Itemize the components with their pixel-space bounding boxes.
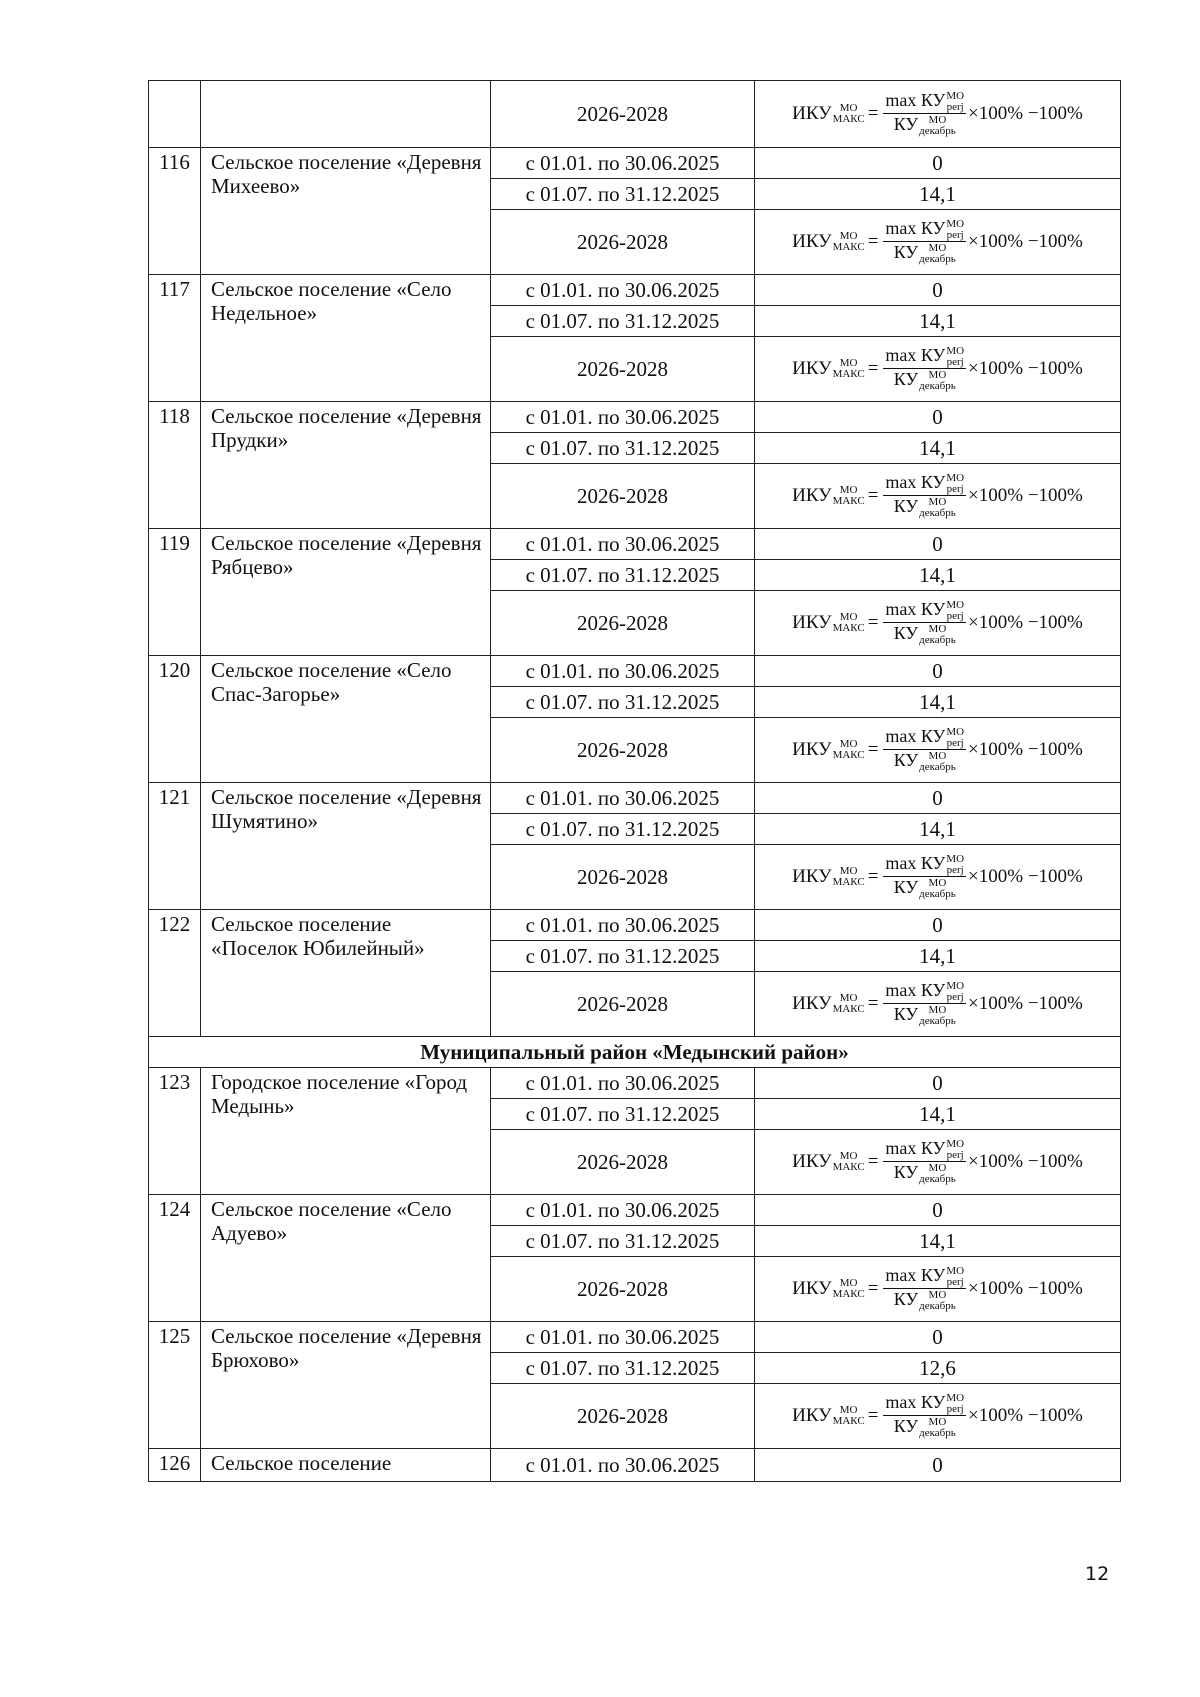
row-number-cell: 124 — [149, 1195, 201, 1322]
value-cell — [755, 464, 1121, 529]
settlement-name-cell: Сельское поселение «Деревня Брюхово» — [201, 1322, 491, 1449]
value-cell — [755, 972, 1121, 1037]
value-cell: 0 — [755, 529, 1121, 560]
formula: ИКУ МО МАКС = max КУ МО perj КУ МО декабрь ×100% −100% — [792, 980, 1083, 1027]
period-cell: с 01.01. по 30.06.2025 — [491, 656, 755, 687]
period-cell: с 01.07. по 31.12.2025 — [491, 433, 755, 464]
period-cell: с 01.01. по 30.06.2025 — [491, 1195, 755, 1226]
period-cell: с 01.07. по 31.12.2025 — [491, 1099, 755, 1130]
settlement-name-cell: Сельское поселение — [201, 1449, 491, 1482]
period-cell: с 01.07. по 31.12.2025 — [491, 179, 755, 210]
value-cell — [755, 718, 1121, 783]
table-row — [149, 1195, 1121, 1226]
value-cell: 0 — [755, 275, 1121, 306]
formula: ИКУ МО МАКС = max КУ МО perj КУ МО декабрь ×100% −100% — [792, 1138, 1083, 1185]
period-cell: с 01.07. по 31.12.2025 — [491, 1353, 755, 1384]
value-cell: 14,1 — [755, 941, 1121, 972]
table-row — [149, 1449, 1121, 1482]
period-cell: 2026-2028 — [491, 845, 755, 910]
period-cell: с 01.01. по 30.06.2025 — [491, 275, 755, 306]
value-cell — [755, 81, 1121, 148]
period-cell: 2026-2028 — [491, 1257, 755, 1322]
period-cell: 2026-2028 — [491, 718, 755, 783]
row-number-cell: 118 — [149, 402, 201, 529]
period-cell: 2026-2028 — [491, 591, 755, 656]
value-cell: 0 — [755, 1195, 1121, 1226]
table-row — [149, 783, 1121, 814]
value-cell: 14,1 — [755, 179, 1121, 210]
settlement-name-cell: Сельское поселение «Деревня Рябцево» — [201, 529, 491, 656]
row-number-cell — [149, 81, 201, 148]
value-cell: 14,1 — [755, 433, 1121, 464]
value-cell: 0 — [755, 656, 1121, 687]
value-cell — [755, 337, 1121, 402]
period-cell: с 01.01. по 30.06.2025 — [491, 148, 755, 179]
period-cell: с 01.01. по 30.06.2025 — [491, 1322, 755, 1353]
row-number-cell: 117 — [149, 275, 201, 402]
period-cell: с 01.01. по 30.06.2025 — [491, 529, 755, 560]
page-number: 12 — [1085, 1563, 1110, 1585]
period-cell: с 01.01. по 30.06.2025 — [491, 1449, 755, 1482]
section-title: Муниципальный район «Медынский район» — [149, 1037, 1121, 1068]
formula: ИКУ МО МАКС = max КУ МО perj КУ МО декабрь ×100% −100% — [792, 853, 1083, 900]
formula: ИКУ МО МАКС = max КУ МО perj КУ МО декабрь ×100% −100% — [792, 472, 1083, 519]
table-row — [149, 402, 1121, 433]
row-number-cell: 123 — [149, 1068, 201, 1195]
period-cell: 2026-2028 — [491, 337, 755, 402]
settlement-name-cell: Сельское поселение «Деревня Михеево» — [201, 148, 491, 275]
formula: ИКУ МО МАКС = max КУ МО perj КУ МО декабрь ×100% −100% — [792, 599, 1083, 646]
value-cell: 0 — [755, 1322, 1121, 1353]
settlement-name-cell: Городское поселение «Город Медынь» — [201, 1068, 491, 1195]
tariff-index-table — [148, 80, 1121, 1482]
formula: ИКУ МО МАКС = max КУ МО perj КУ МО декабрь ×100% −100% — [792, 218, 1083, 265]
value-cell: 12,6 — [755, 1353, 1121, 1384]
settlement-name-cell: Сельское поселение «Деревня Шумятино» — [201, 783, 491, 910]
row-number-cell: 120 — [149, 656, 201, 783]
value-cell: 14,1 — [755, 560, 1121, 591]
table-row — [149, 529, 1121, 560]
formula: ИКУ МО МАКС = max КУ МО perj КУ МО декабрь ×100% −100% — [792, 90, 1083, 137]
value-cell: 0 — [755, 1068, 1121, 1099]
period-cell: с 01.07. по 31.12.2025 — [491, 1226, 755, 1257]
value-cell: 14,1 — [755, 687, 1121, 718]
formula: ИКУ МО МАКС = max КУ МО perj КУ МО декабрь ×100% −100% — [792, 1392, 1083, 1439]
value-cell — [755, 591, 1121, 656]
value-cell — [755, 1384, 1121, 1449]
period-cell: 2026-2028 — [491, 1384, 755, 1449]
value-cell: 0 — [755, 1449, 1121, 1482]
table-row — [149, 1322, 1121, 1353]
value-cell — [755, 210, 1121, 275]
section-header-row — [149, 1037, 1121, 1068]
settlement-name-cell: Сельское поселение «Село Недельное» — [201, 275, 491, 402]
value-cell: 0 — [755, 402, 1121, 433]
period-cell: с 01.01. по 30.06.2025 — [491, 910, 755, 941]
value-cell — [755, 1130, 1121, 1195]
table-row — [149, 1068, 1121, 1099]
settlement-name-cell: Сельское поселение «Поселок Юбилейный» — [201, 910, 491, 1037]
settlement-name-cell — [201, 81, 491, 148]
period-cell: с 01.07. по 31.12.2025 — [491, 687, 755, 718]
row-number-cell: 121 — [149, 783, 201, 910]
row-number-cell: 125 — [149, 1322, 201, 1449]
value-cell: 14,1 — [755, 814, 1121, 845]
settlement-name-cell: Сельское поселение «Деревня Прудки» — [201, 402, 491, 529]
period-cell: 2026-2028 — [491, 464, 755, 529]
value-cell: 14,1 — [755, 1226, 1121, 1257]
period-cell: с 01.07. по 31.12.2025 — [491, 560, 755, 591]
value-cell: 0 — [755, 783, 1121, 814]
period-cell: с 01.07. по 31.12.2025 — [491, 306, 755, 337]
value-cell: 0 — [755, 910, 1121, 941]
period-cell: с 01.01. по 30.06.2025 — [491, 1068, 755, 1099]
formula: ИКУ МО МАКС = max КУ МО perj КУ МО декабрь ×100% −100% — [792, 726, 1083, 773]
settlement-name-cell: Сельское поселение «Село Спас-Загорье» — [201, 656, 491, 783]
period-cell: 2026-2028 — [491, 210, 755, 275]
row-number-cell: 126 — [149, 1449, 201, 1482]
table-row — [149, 148, 1121, 179]
table-row — [149, 81, 1121, 148]
table-row — [149, 656, 1121, 687]
period-cell: 2026-2028 — [491, 1130, 755, 1195]
value-cell — [755, 845, 1121, 910]
table-row — [149, 275, 1121, 306]
table-row — [149, 910, 1121, 941]
period-cell: с 01.07. по 31.12.2025 — [491, 941, 755, 972]
formula: ИКУ МО МАКС = max КУ МО perj КУ МО декабрь ×100% −100% — [792, 1265, 1083, 1312]
settlement-name-cell: Сельское поселение «Село Адуево» — [201, 1195, 491, 1322]
period-cell: с 01.01. по 30.06.2025 — [491, 402, 755, 433]
value-cell: 14,1 — [755, 1099, 1121, 1130]
period-cell: с 01.01. по 30.06.2025 — [491, 783, 755, 814]
value-cell: 14,1 — [755, 306, 1121, 337]
row-number-cell: 116 — [149, 148, 201, 275]
value-cell: 0 — [755, 148, 1121, 179]
row-number-cell: 122 — [149, 910, 201, 1037]
period-cell: с 01.07. по 31.12.2025 — [491, 814, 755, 845]
row-number-cell: 119 — [149, 529, 201, 656]
formula: ИКУ МО МАКС = max КУ МО perj КУ МО декабрь ×100% −100% — [792, 345, 1083, 392]
value-cell — [755, 1257, 1121, 1322]
period-cell: 2026-2028 — [491, 81, 755, 148]
period-cell: 2026-2028 — [491, 972, 755, 1037]
